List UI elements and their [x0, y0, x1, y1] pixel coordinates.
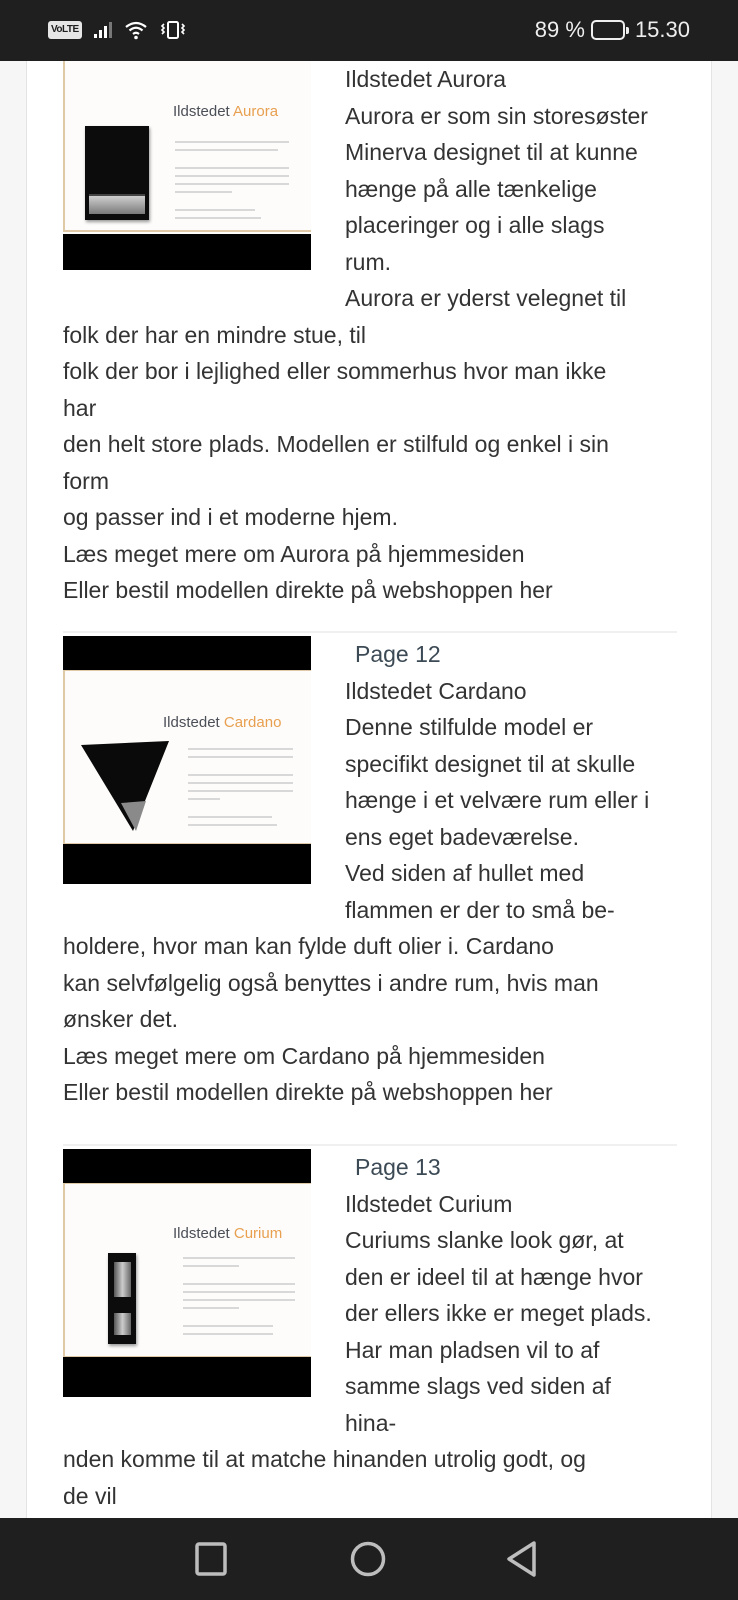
clock: 15.30: [634, 17, 690, 42]
thumb-title: Ildstedet Aurora: [173, 103, 279, 120]
status-left: [48, 20, 186, 40]
page-label: Page 13: [355, 1154, 441, 1180]
battery-percent: 89 %: [534, 17, 585, 42]
item-title: Ildstedet Curium: [345, 1190, 513, 1217]
status-right: [535, 17, 690, 43]
aurora-float-text: Ildstedet Aurora Aurora er som sin storesøster Minerva designet til at kunne hænge på alle tænkelige placeringer og i alle slags rum. Aurora er yderst velegnet til: [345, 61, 685, 317]
content-card: [26, 61, 712, 1518]
battery-icon: [591, 20, 625, 40]
cardano-float-text: Page 12 Ildstedet Cardano Denne stilfulde model er specifikt designet til at skulle hænge i et velvære rum eller i ens eget badeværelse. Ved siden af hullet med flammen er der to små be-: [345, 636, 685, 928]
vibrate-icon: [160, 20, 186, 40]
curium-full-text: nden komme til at matche hinanden utrolig godt, og de vil: [63, 1446, 586, 1509]
signal-icon: [94, 22, 112, 38]
divider: [63, 631, 677, 633]
page-label: Page 12: [355, 641, 441, 667]
recents-button-icon[interactable]: [194, 1540, 228, 1578]
aurora-homepage-link[interactable]: Læs meget mere om Aurora på hjemmesiden: [63, 540, 525, 567]
thumb-title: Ildstedet Cardano: [163, 714, 282, 731]
home-button-icon[interactable]: [349, 1540, 387, 1578]
cardano-webshop-link[interactable]: Eller bestil modellen direkte på webshoppen her: [63, 1079, 553, 1105]
wifi-icon: [124, 20, 148, 40]
fireplace-image: [81, 741, 171, 836]
divider: [63, 1144, 677, 1146]
item-title: Ildstedet Cardano: [345, 677, 527, 704]
cardano-full-text: holdere, hvor man kan fylde duft olier i. Cardano kan selvfølgelig også benyttes i andre rum, hvis man ønsker det. Læs meget mere om Cardano på hjemmesiden Eller bestil modellen direkte på webshoppen her: [63, 928, 677, 1111]
volte-icon: VoLTE: [48, 21, 82, 39]
item-title: Ildstedet Aurora: [345, 66, 507, 92]
fireplace-image: [85, 126, 149, 220]
page-content[interactable]: [0, 61, 738, 1518]
curium-float-text: Page 13 Ildstedet Curium Curiums slanke look gør, at den er ideel til at hænge hvor der ellers ikke er meget plads. Har man pladsen vil to af samme slags ved siden af hina-: [345, 1149, 685, 1441]
fireplace-image: [108, 1253, 136, 1344]
curium-thumbnail[interactable]: [63, 1149, 311, 1397]
back-button-icon[interactable]: [504, 1540, 540, 1578]
cardano-thumbnail[interactable]: [63, 636, 311, 884]
thumb-title: Ildstedet Curium: [173, 1225, 283, 1242]
aurora-thumbnail[interactable]: [63, 61, 311, 270]
status-bar: [0, 0, 738, 61]
cardano-homepage-link[interactable]: Læs meget mere om Cardano på hjemmesiden: [63, 1042, 545, 1069]
navigation-bar: [0, 1518, 738, 1600]
aurora-full-text: folk der har en mindre stue, til folk der bor i lejlighed eller sommerhus hvor man ikke har den helt store plads. Modellen er stilfuld og enkel i sin form og passer ind i et moderne hjem. Læs meget mere om Aurora på hjemmesiden Eller bestil modellen direkte på webshoppen her: [63, 317, 677, 609]
aurora-webshop-link[interactable]: Eller bestil modellen direkte på webshoppen her: [63, 577, 553, 603]
